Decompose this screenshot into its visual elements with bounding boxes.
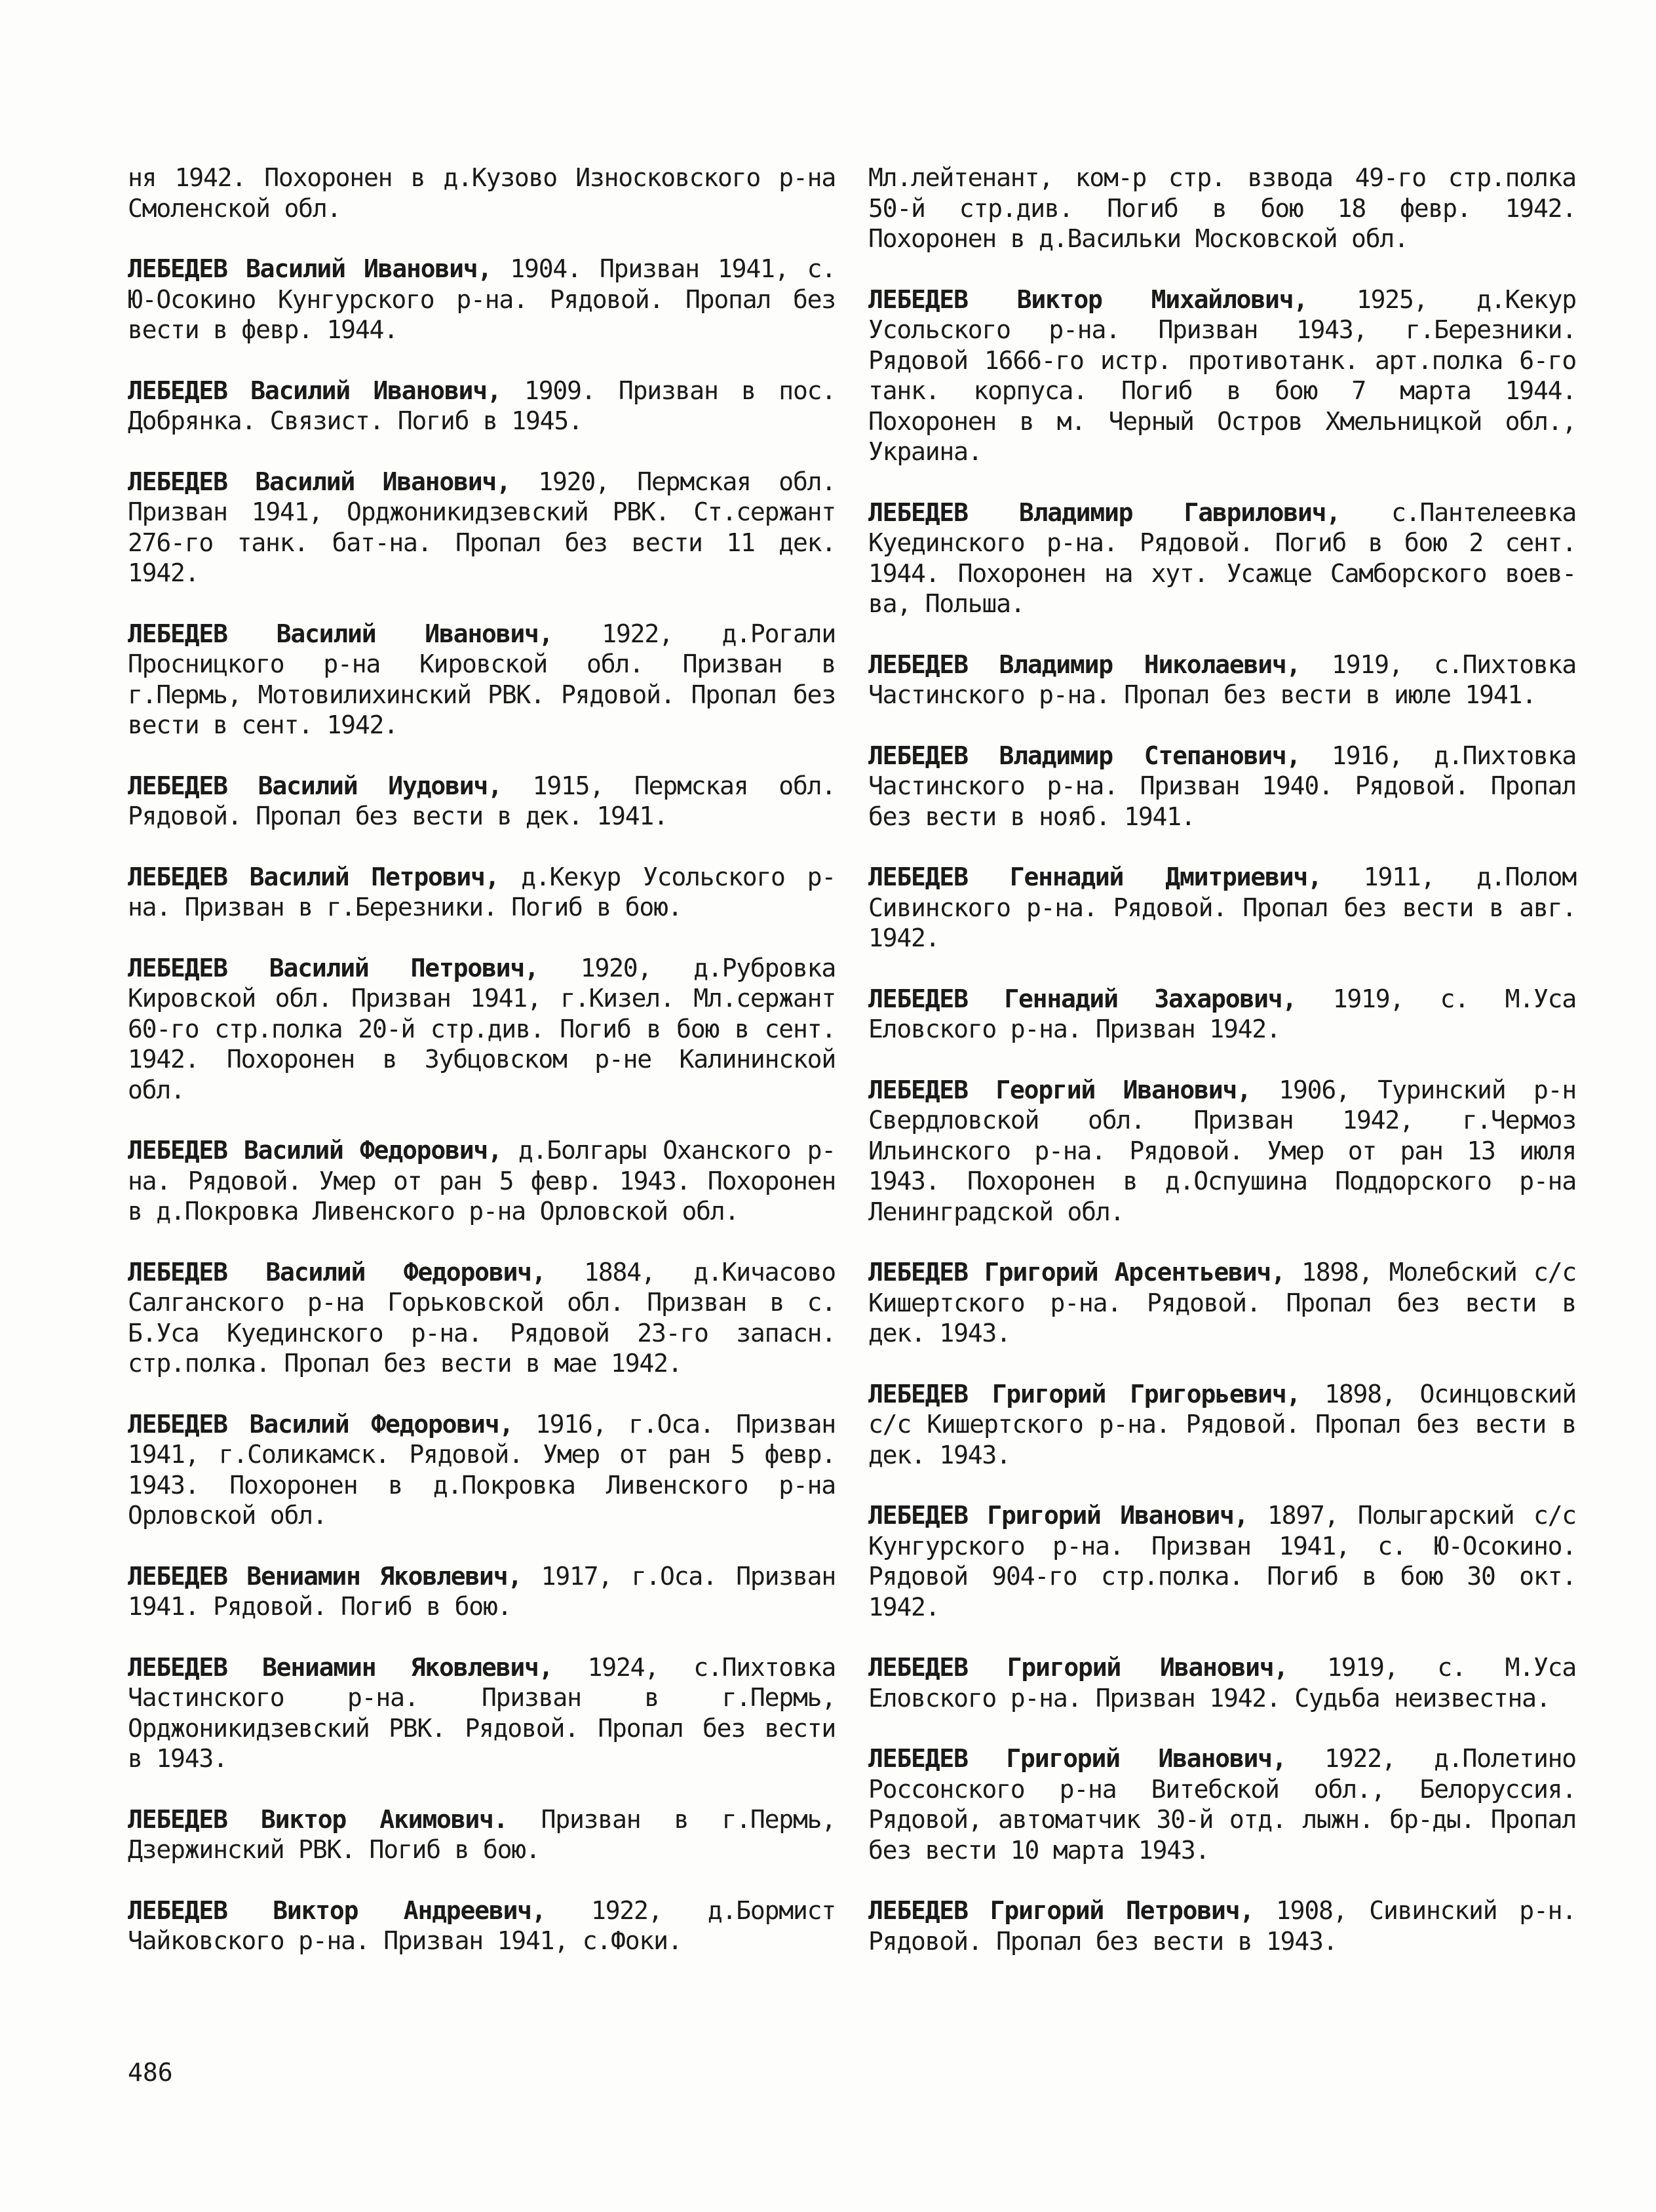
entry-text: 1922, д.Бормист Чайковского р-на. Призван 1941, с.Фоки. <box>128 1895 836 1955</box>
entry-name: ЛЕБЕДЕВ Владимир Гаврилович, <box>868 497 1340 527</box>
entry <box>128 254 836 345</box>
entry-name: ЛЕБЕДЕВ Геннадий Захарович, <box>868 984 1297 1013</box>
entry-name: ЛЕБЕДЕВ Василий Иванович, <box>128 254 492 283</box>
entry-name: ЛЕБЕДЕВ Василий Петрович, <box>128 862 499 891</box>
entry-text: 1924, с.Пихтовка Частинского р-на. Призван в г.Пермь, Орджоникидзевский РВК. Рядовой. Пропал без вести в 1943. <box>128 1652 836 1773</box>
entry-name: ЛЕБЕДЕВ Григорий Арсентьевич, <box>868 1258 1285 1287</box>
entry-name: ЛЕБЕДЕВ Григорий Иванович, <box>868 1653 1288 1682</box>
entry-text: д.Болгары Оханского р-на. Рядовой. Умер от ран 5 февр. 1943. Похоронен в д.Покровка Ливенского р-на Орловской обл. <box>128 1136 836 1226</box>
entry <box>868 163 1576 254</box>
entry <box>128 953 836 1106</box>
entry <box>868 741 1576 832</box>
entry <box>128 1561 836 1622</box>
entry <box>868 650 1576 710</box>
entry-text: 1915, Пермская обл. Рядовой. Пропал без вести в дек. 1941. <box>128 771 836 830</box>
entry-text: 1898, Молебский с/с Кишертского р-на. Рядовой. Пропал без вести в дек. 1943. <box>868 1258 1576 1348</box>
entry-text: 1920, Пермская обл. Призван 1941, Орджоникидзевский РВК. Ст.сержант 276-го танк. бат-на. Пропал без вести 11 дек. 1942. <box>128 467 836 587</box>
entry <box>128 163 836 223</box>
entry-text: 1919, с. М.Уса Еловского р-на. Призван 1942. Судьба неизвестна. <box>868 1653 1576 1713</box>
entry-name: ЛЕБЕДЕВ Владимир Николаевич, <box>868 650 1301 679</box>
entry <box>128 1135 836 1227</box>
entry-name: ЛЕБЕДЕВ Василий Федорович, <box>128 1257 546 1287</box>
entry-text: 1916, д.Пихтовка Частинского р-на. Призван 1940. Рядовой. Пропал без вести в нояб. 1941. <box>868 741 1577 831</box>
entry <box>868 984 1576 1045</box>
entry <box>128 1409 836 1531</box>
entry-text: 1916, г.Оса. Призван 1941, г.Соликамск. Рядовой. Умер от ран 5 февр. 1943. Похоронен в д.Покровка Ливенского р-на Орловской обл. <box>128 1409 836 1530</box>
entry-text: 1909. Призван в пос. Добрянка. Связист. Погиб в 1945. <box>128 376 836 435</box>
entry <box>128 376 836 437</box>
entry-text: 1898, Осинцовский с/с Кишертского р-на. Рядовой. Пропал без вести в дек. 1943. <box>868 1379 1576 1469</box>
entry <box>128 862 836 923</box>
entry <box>128 1895 836 1956</box>
entry-name: ЛЕБЕДЕВ Виктор Михайлович, <box>868 284 1308 314</box>
entry-name: ЛЕБЕДЕВ Василий Иванович, <box>128 467 510 496</box>
entry-text: Призван в г.Пермь, Дзержинский РВК. Погиб в бою. <box>128 1804 836 1864</box>
entry <box>868 862 1576 954</box>
entry-text: ня 1942. Похоронен в д.Кузово Износковского р-на Смоленской обл. <box>128 163 836 223</box>
entry-name: ЛЕБЕДЕВ Георгий Иванович, <box>868 1075 1251 1104</box>
entry-name: ЛЕБЕДЕВ Василий Иудович, <box>128 771 502 800</box>
entry-text: 1908, Сивинский р-н. Рядовой. Пропал без вести в 1943. <box>868 1896 1576 1956</box>
entry-name: ЛЕБЕДЕВ Григорий Иванович, <box>868 1744 1286 1773</box>
entry <box>868 1379 1576 1471</box>
entry-text: 1906, Туринский р-н Свердловской обл. Призван 1942, г.Чермоз Ильинского р-на. Рядовой. Умер от ран 13 июля 1943. Похоронен в д.Оспушина Поддорского р-на Ленинградской обл. <box>868 1075 1576 1226</box>
entry <box>868 284 1576 467</box>
entry-text: 1904. Призван 1941, с. Ю-Осокино Кунгурского р-на. Рядовой. Пропал без вести в февр. 1944. <box>128 254 836 344</box>
entry-name: ЛЕБЕДЕВ Виктор Андреевич, <box>128 1895 546 1925</box>
entry-name: ЛЕБЕДЕВ Григорий Григорьевич, <box>868 1379 1301 1408</box>
entry <box>868 1743 1576 1865</box>
entry-name: ЛЕБЕДЕВ Василий Петрович, <box>128 953 539 982</box>
entry-text: д.Кекур Усольского р-на. Призван в г.Березники. Погиб в бою. <box>128 862 836 922</box>
entry-text: 1919, с.Пихтовка Частинского р-на. Пропал без вести в июле 1941. <box>868 650 1577 709</box>
entry <box>868 1500 1576 1622</box>
entry-name: ЛЕБЕДЕВ Виктор Акимович. <box>128 1804 508 1834</box>
entry <box>868 1652 1576 1713</box>
entry-text: Мл.лейтенант, ком-р стр. взвода 49-го стр.полка 50-й стр.див. Погиб в бою 18 февр. 1942. Похоронен в д.Васильки Московской обл. <box>868 163 1576 253</box>
entry-text: 1919, с. М.Уса Еловского р-на. Призван 1942. <box>868 984 1577 1043</box>
entry-name: ЛЕБЕДЕВ Василий Иванович, <box>128 619 553 648</box>
entry-text: 1920, д.Рубровка Кировской обл. Призван 1941, г.Кизел. Мл.сержант 60-го стр.полка 20-й стр.див. Погиб в бою в сент. 1942. Похоронен в Зубцовском р-не Калининской обл. <box>128 953 836 1104</box>
entry-text: с.Пантелеевка Куединского р-на. Рядовой. Погиб в бою 2 сент. 1944. Похоронен на хут. Усажце Самборского воев-ва, Польша. <box>868 497 1576 618</box>
entry-name: ЛЕБЕДЕВ Василий Федорович, <box>128 1136 502 1165</box>
entry-name: ЛЕБЕДЕВ Григорий Иванович, <box>868 1501 1248 1530</box>
entry-text: 1917, г.Оса. Призван 1941. Рядовой. Погиб в бою. <box>128 1561 836 1621</box>
entry-text: 1897, Полыгарский с/с Кунгурского р-на. Призван 1941, с. Ю-Осокино. Рядовой 904-го стр.полка. Погиб в бою 30 окт. 1942. <box>868 1501 1576 1621</box>
entry-name: ЛЕБЕДЕВ Вениамин Яковлевич, <box>128 1561 522 1591</box>
entry-text: 1925, д.Кекур Усольского р-на. Призван 1943, г.Березники. Рядовой 1666-го истр. противотанк. арт.полка 6-го танк. корпуса. Погиб в бою 7 марта 1944. Похоронен в м. Черный Остров Хмельницкой обл., Украина. <box>868 284 1576 466</box>
entry <box>128 1257 836 1379</box>
entry-name: ЛЕБЕДЕВ Владимир Степанович, <box>868 741 1301 770</box>
right-column <box>868 163 1576 1987</box>
entry-name: ЛЕБЕДЕВ Василий Иванович, <box>128 376 501 405</box>
entry-name: ЛЕБЕДЕВ Вениамин Яковлевич, <box>128 1652 553 1682</box>
entry <box>128 771 836 832</box>
entry <box>128 467 836 589</box>
entry-name: ЛЕБЕДЕВ Геннадий Дмитриевич, <box>868 863 1322 891</box>
entry <box>868 1075 1576 1228</box>
entry-text: 1922, д.Рогали Просницкого р-на Кировской обл. Призван в г.Пермь, Мотовилихинский РВК. Рядовой. Пропал без вести в сент. 1942. <box>128 619 836 739</box>
entry <box>868 1895 1576 1956</box>
entry-name: ЛЕБЕДЕВ Василий Федорович, <box>128 1409 514 1439</box>
entry-name: ЛЕБЕДЕВ Григорий Петрович, <box>868 1896 1254 1925</box>
entry-text: 1911, д.Полом Сивинского р-на. Рядовой. Пропал без вести в авг. 1942. <box>868 863 1576 952</box>
left-column <box>128 163 836 1987</box>
entry <box>128 1804 836 1865</box>
entry <box>128 1652 836 1774</box>
entry <box>128 619 836 741</box>
entry <box>868 1257 1576 1349</box>
page-number: 486 <box>128 2058 173 2087</box>
entry-text: 1922, д.Полетино Россонского р-на Витебской обл., Белоруссия. Рядовой, автоматчик 30-й отд. лыжн. бр-ды. Пропал без вести 10 марта 1943. <box>868 1744 1576 1865</box>
entry-text: 1884, д.Кичасово Салганского р-на Горьковской обл. Призван в с. Б.Уса Куединского р-на. Рядовой 23-го запасн. стр.полка. Пропал без вести в мае 1942. <box>128 1257 836 1378</box>
entry <box>868 497 1576 619</box>
